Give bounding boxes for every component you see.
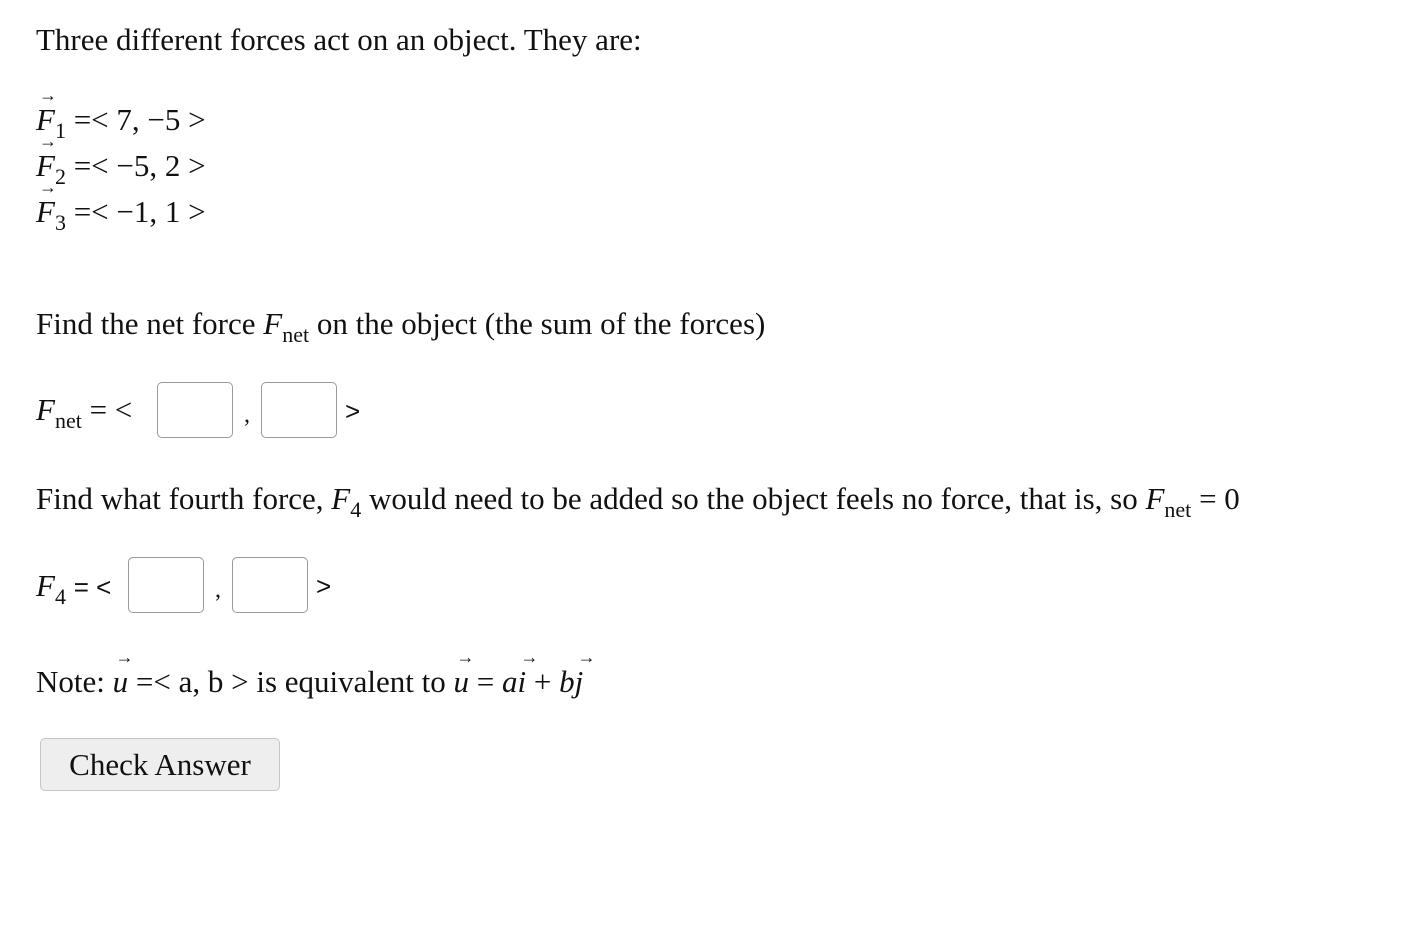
- force-3-subscript: 3: [54, 210, 66, 235]
- fnet-label: $F_{net}$ = <: [36, 392, 133, 433]
- force-1-subscript: 1: [54, 118, 66, 143]
- force-3: [36, 177, 206, 235]
- force-1-value: =< 7, −5 >: [73, 102, 206, 137]
- vector-arrow-icon: →: [456, 647, 475, 667]
- fnet-close-bracket: >: [345, 396, 361, 426]
- vector-f2: → F: [36, 131, 57, 183]
- f4-comma: ,: [215, 577, 221, 603]
- vector-i: → i: [517, 647, 539, 699]
- vector-arrow-icon: →: [115, 647, 134, 667]
- force-3-value: =< −1, 1 >: [73, 194, 206, 229]
- vector-arrow-icon: →: [39, 131, 57, 151]
- question-fourth-force: Find what fourth force, $F_4$ would need to be added so the object feels no force, that is, so $F_{net} = 0$: [36, 481, 1240, 522]
- vector-f1: → F: [36, 85, 57, 137]
- check-answer-button[interactable]: Check Answer: [40, 738, 280, 791]
- vector-arrow-icon: →: [39, 85, 57, 105]
- vector-u-2: → u: [453, 647, 475, 699]
- f4-label: $F_4$ = <: [36, 568, 112, 609]
- fnet-y-input[interactable]: [261, 382, 337, 438]
- force-1: [36, 85, 206, 143]
- f4-x-input[interactable]: [128, 557, 204, 613]
- intro-text: Three different forces act on an object. They are:: [36, 22, 642, 57]
- f4-y-input[interactable]: [232, 557, 308, 613]
- force-2: [36, 131, 206, 189]
- fnet-open-bracket: = <: [89, 392, 133, 427]
- force-2-subscript: 2: [54, 164, 66, 189]
- f4-close-bracket: >: [316, 571, 332, 601]
- f4-open-bracket: = <: [73, 572, 112, 602]
- vector-arrow-icon: →: [520, 647, 539, 667]
- vector-arrow-icon: →: [577, 647, 596, 667]
- force-2-value: =< −5, 2 >: [73, 148, 206, 183]
- note-text: Note: → u =< a, b > is equivalent to → u = a → i + b → j: [36, 647, 596, 699]
- vector-u: → u: [112, 647, 134, 699]
- fnet-comma: ,: [244, 402, 250, 428]
- fnet-x-input[interactable]: [157, 382, 233, 438]
- vector-f3: → F: [36, 177, 57, 229]
- vector-arrow-icon: →: [39, 177, 57, 197]
- vector-j: → j: [574, 647, 596, 699]
- question-net-force: Find the net force $F_{net}$ on the object (the sum of the forces): [36, 306, 766, 347]
